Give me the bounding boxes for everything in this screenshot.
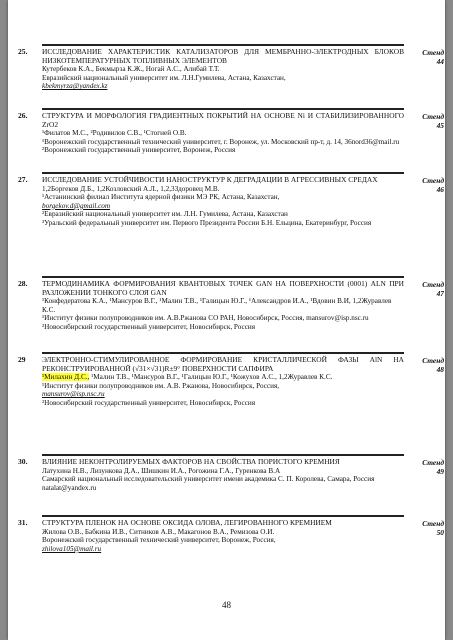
- entry-email[interactable]: mansurov@isp.nsc.ru: [42, 390, 105, 399]
- entry-affiliation: ³Уральский федеральный университет им. Первого Президента России Б.Н. Ельцина, Екатеринбург, Россия: [42, 218, 372, 227]
- entry-30: [18, 454, 444, 492]
- entry-affiliation: ¹Институт физики полупроводников им. А.В.Ржанова СО РАН, Новосибирск, Россия, mansurov@isp.nsc.ru: [42, 314, 369, 323]
- entry-affiliation: ²Новосибирский государственный университет, Новосибирск, Россия: [42, 398, 256, 407]
- entry-number: 25.: [18, 47, 28, 56]
- entry-31: [18, 515, 444, 553]
- entry-title: ИССЛЕДОВАНИЕ УСТОЙЧИВОСТИ НАНОСТРУКТУР К ДЕГРАДАЦИИ В АГРЕССИВНЫХ СРЕДАХ: [42, 175, 378, 184]
- entry-email[interactable]: borgekov.d@gmail.com: [42, 201, 111, 210]
- entry-authors: ¹Милахин Д.С., ¹Малин Т.В., ¹Мансуров В.Г., ¹Галицын Ю.Г., ¹Кожухов А.С., 1,2Журавлев К.С.: [42, 373, 333, 382]
- entry-title: ТЕРМОДИНАМИКА ФОРМИРОВАНИЯ КВАНТОВЫХ ТОЧЕК GAN НА ПОВЕРХНОСТИ (0001) ALN ПРИ РАЗЛОЖЕНИИ ТОНКОГО СЛОЯ GAN: [42, 279, 404, 297]
- entry-number: 30.: [18, 457, 28, 466]
- entry-29: [18, 352, 444, 408]
- entry-affiliation: ²Воронежский государственный университет, Воронеж, Россия: [42, 146, 236, 155]
- entry-title: СТРУКТУРА ПЛЕНОК НА ОСНОВЕ ОКСИДА ОЛОВА, ЛЕГИРОВАННОГО КРЕМНИЕМ: [42, 518, 332, 527]
- entry-title: ИССЛЕДОВАНИЕ ХАРАКТЕРИСТИК КАТАЛИЗАТОРОВ ДЛЯ МЕМБРАННО-ЭЛЕКТРОДНЫХ БЛОКОВ НИЗКОТЕМПЕРАТУРНЫХ ТОПЛИВНЫХ ЭЛЕМЕНТОВ: [42, 47, 404, 65]
- entry-25: [18, 44, 444, 91]
- stend-label: Стенд 46: [422, 176, 444, 194]
- entry-26: [18, 108, 444, 155]
- entry-affiliation: Воронежский государственный технический университет, Воронеж, Россия,: [42, 536, 276, 545]
- entry-email[interactable]: zhilova105@mail.ru: [42, 544, 102, 553]
- entry-27: [18, 172, 444, 228]
- entry-authors: 1,2Боргеков Д.Б., 1,2Козловский А.Л., 1,2,3Здоровец М.В.: [42, 184, 220, 193]
- entry-authors: Кутербеков К.А., Бекмырза К.Ж., Ногай А.С., Алибай Т.Т.: [42, 65, 220, 74]
- entry-affiliation: ²Новосибирский государственный университет, Новосибирск, Россия: [42, 322, 256, 331]
- entry-authors: ¹Конфедератова К.А., ¹Мансуров В.Г., ¹Малин Т.В., ¹Галицын Ю.Г., ¹Александров И.А., ¹Вдовин В.И, 1,2Журавлев К.С.: [42, 297, 392, 314]
- entry-authors: Латухина Н.В., Лизункова Д.А., Шишкин И.А., Рогожина Г.А., Гуренкова В.А: [42, 466, 281, 475]
- entry-authors: Жилова О.В., Бабкина И.В., Ситников А.В., Макагонов В.А., Ремизова О.И.: [42, 527, 275, 536]
- entry-title: ВЛИЯНИЕ НЕКОНТРОЛИРУЕМЫХ ФАКТОРОВ НА СВОЙСТВА ПОРИСТОГО КРЕМНИЯ: [42, 457, 340, 466]
- entry-title: ЭЛЕКТРОННО-СТИМУЛИРОВАННОЕ ФОРМИРОВАНИЕ КРИСТАЛЛИЧЕСКОЙ ФАЗЫ AlN НА РЕКОНСТРУИРОВАННОЙ (√31×√31)R±9° ПОВЕРХНОСТИ САПФИРА: [42, 355, 404, 373]
- entry-affiliation: Евразийский национальный университет им. Л.Н.Гумилева, Астана, Казахстан,: [42, 73, 286, 82]
- entry-affiliation: ²Евразийский национальный университет им. Л.Н. Гумилева, Астана, Казахстан: [42, 210, 288, 219]
- entry-affiliation: ¹Воронежский государственный технический университет, г. Воронеж, ул. Московский пр-т, д. 14, 36nord36@mail.ru: [42, 137, 400, 146]
- entry-email[interactable]: kbekmyrza@yandex.kz: [42, 82, 108, 91]
- entry-affiliation: ¹Астанинский филиал Института ядерной физики МЭ РК, Астана, Казахстан,: [42, 193, 280, 202]
- entry-number: 31.: [18, 518, 28, 527]
- stend-label: Стенд 49: [422, 458, 444, 476]
- stend-label: Стенд 48: [422, 356, 444, 374]
- entry-affiliation: ¹Институт физики полупроводников им. А.В. Ржанова, Новосибирск, Россия,: [42, 381, 280, 390]
- entry-number: 29: [18, 355, 26, 364]
- entry-affiliation: Самарский национальный исследовательский университет имени академика С. П. Королева, Самара, Россия natalat@yandex.ru: [42, 475, 375, 492]
- page-number: 48: [222, 600, 231, 610]
- entry-number: 27.: [18, 175, 28, 184]
- document-page: [8, 0, 445, 640]
- entry-title: СТРУКТУРА И МОРФОЛОГИЯ ГРАДИЕНТНЫХ ПОКРЫТИЙ НА ОСНОВЕ Ni И СТАБИЛИЗИРОВАННОГО ZrO2: [42, 111, 404, 129]
- entry-number: 26.: [18, 111, 28, 120]
- stend-label: Стенд 45: [422, 112, 444, 130]
- entry-28: [18, 276, 444, 332]
- stend-label: Стенд 47: [422, 280, 444, 298]
- stend-label: Стенд 50: [422, 519, 444, 537]
- highlighted-author: ¹Милахин Д.С.,: [42, 373, 90, 382]
- entry-authors: ¹Филатов М.С., ²Родивилов С.В., ¹Стогней О.В.: [42, 129, 187, 138]
- stend-label: Стенд 44: [422, 48, 444, 66]
- entry-number: 28.: [18, 279, 28, 288]
